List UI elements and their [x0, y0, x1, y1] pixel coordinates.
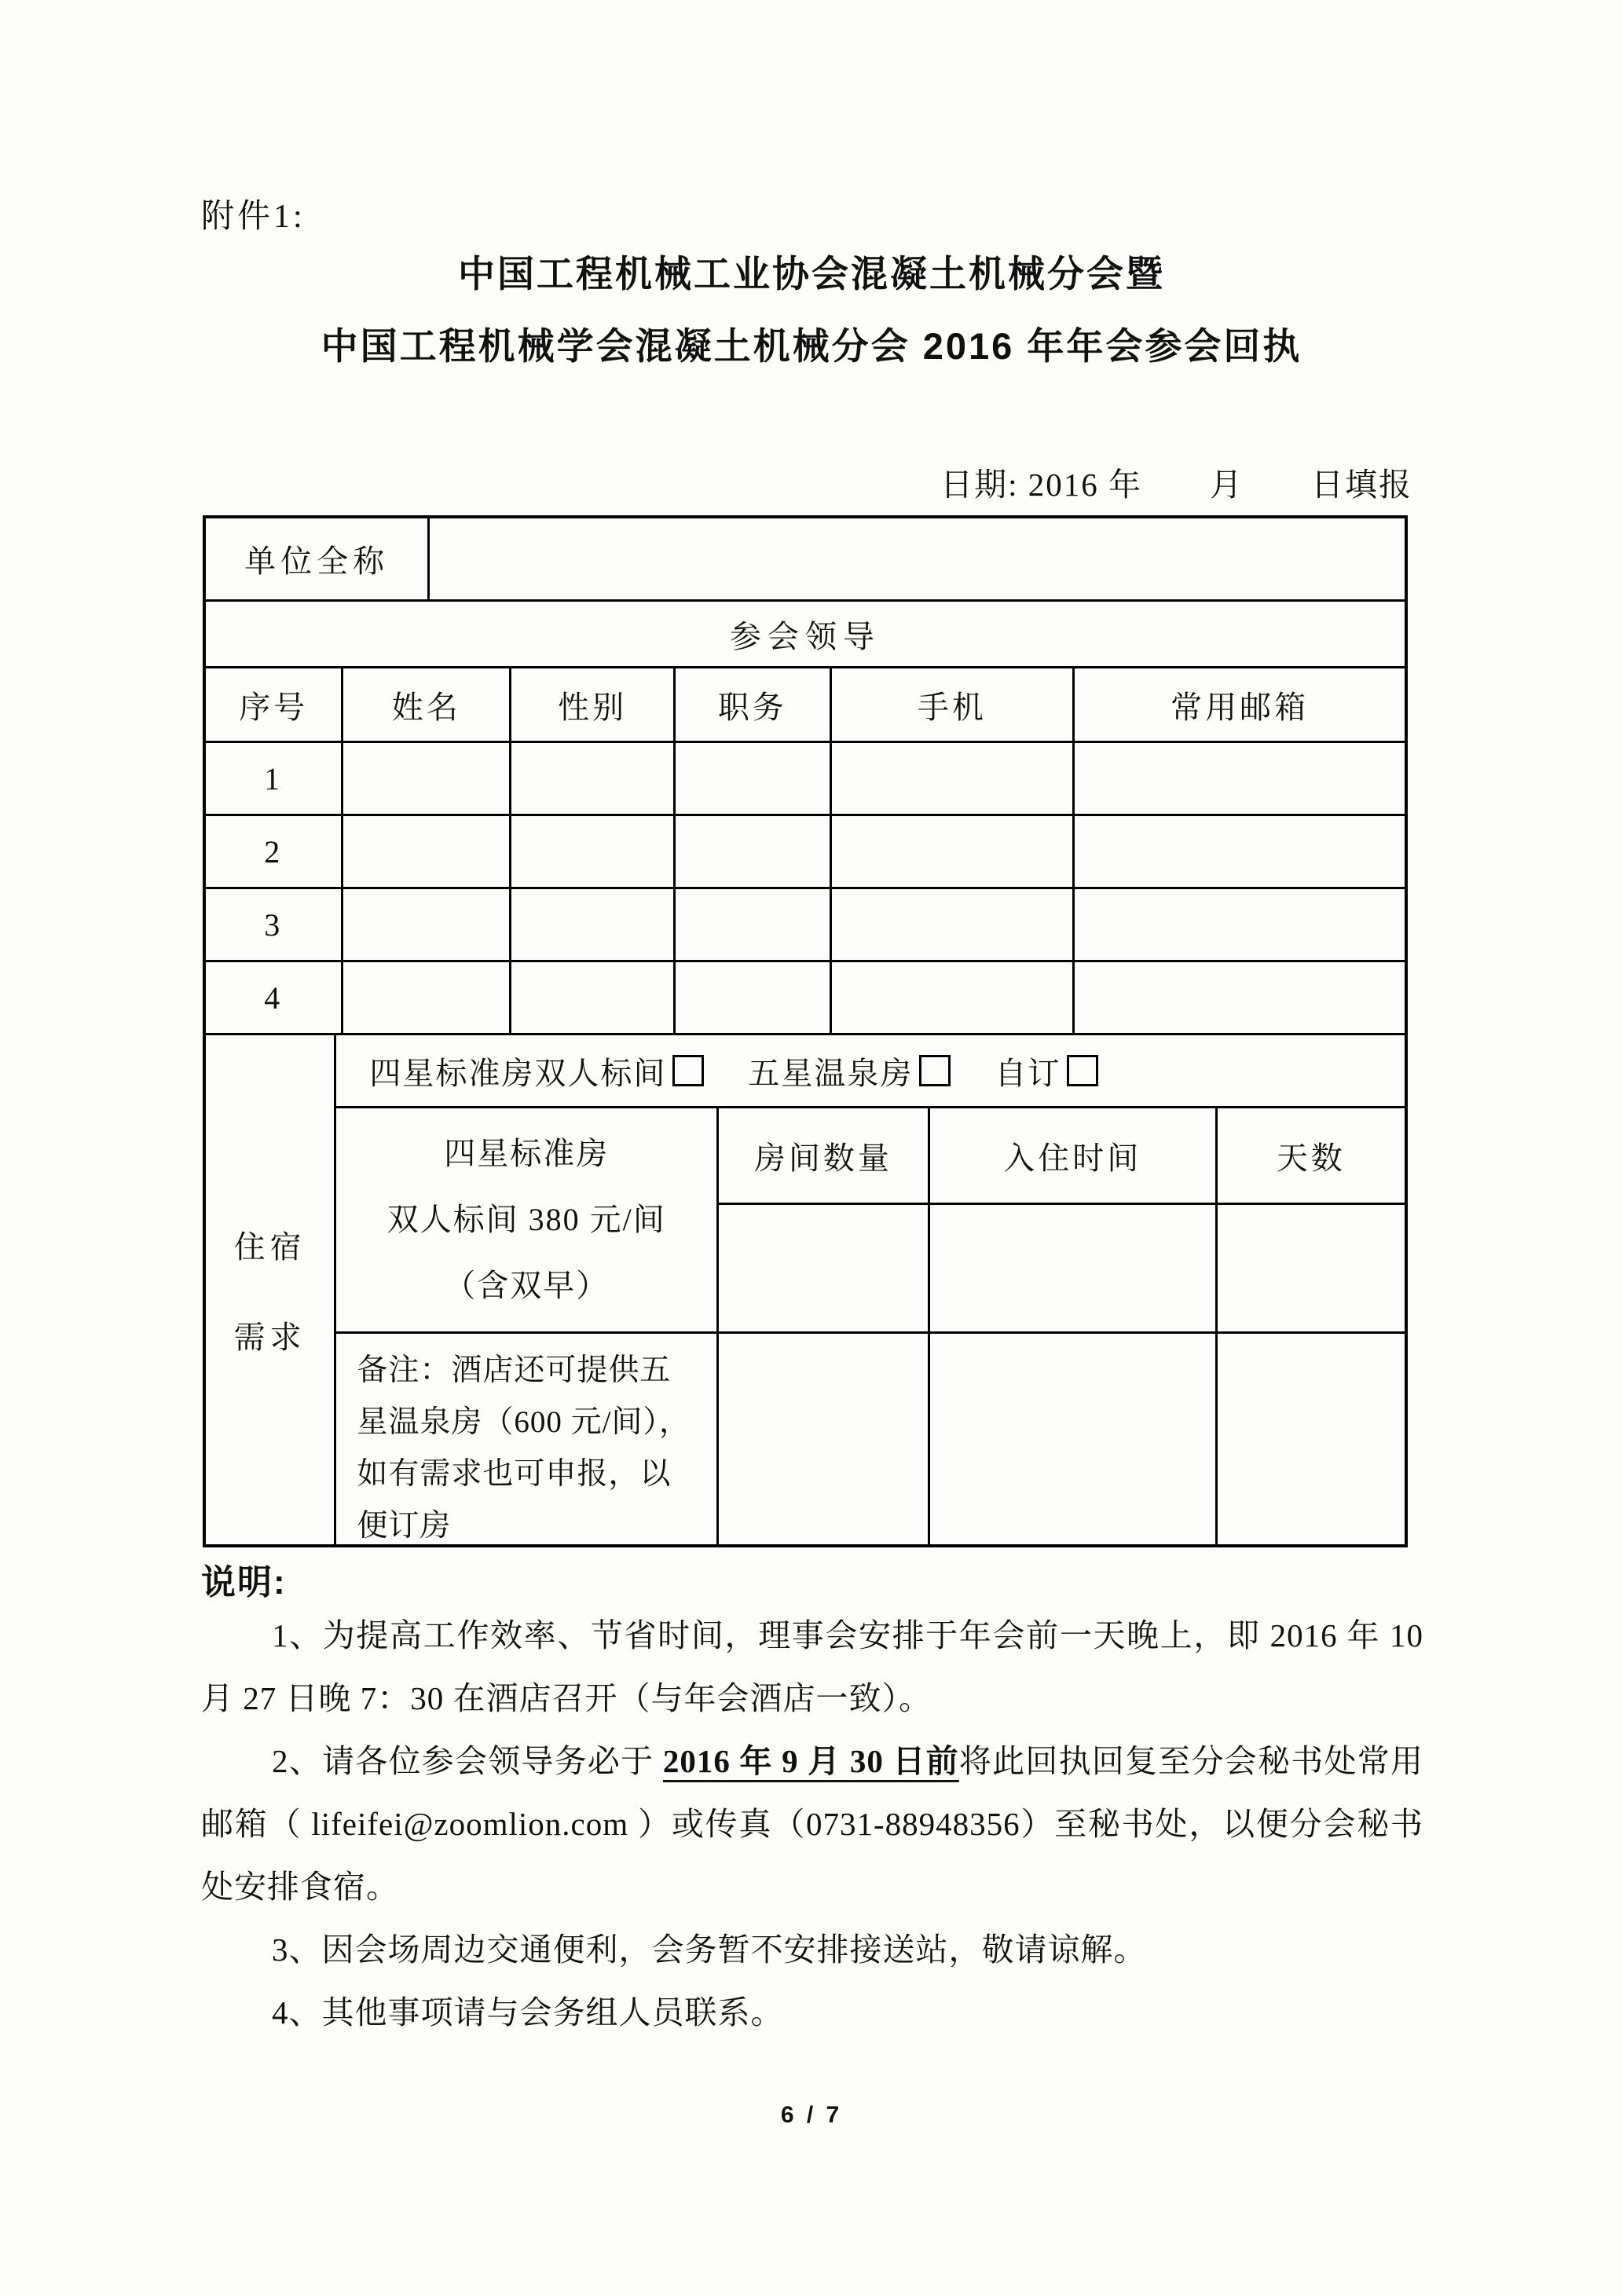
- page-number: 6 / 7: [780, 2102, 843, 2128]
- room-count-input-cell-2[interactable]: [719, 1334, 930, 1544]
- name-input-cell[interactable]: [343, 815, 511, 888]
- title-input-cell[interactable]: [675, 815, 830, 888]
- col-header-email: 常用邮箱: [1074, 668, 1405, 742]
- note-item-2-prefix: 2、请各位参会领导务必于: [272, 1743, 663, 1779]
- table-row: [206, 815, 1405, 888]
- leaders-section-title: 参会领导: [206, 602, 1405, 668]
- col-header-name: 姓名: [343, 668, 511, 742]
- mobile-input-cell[interactable]: [830, 742, 1074, 815]
- accommodation-label-line1: 住宿: [233, 1229, 306, 1265]
- notes-body: [201, 1604, 1423, 2044]
- col-header-no: 序号: [206, 668, 343, 742]
- table-row: [206, 888, 1405, 961]
- package-line3: （含双早）: [444, 1268, 610, 1303]
- name-input-cell[interactable]: [343, 888, 511, 961]
- col-header-title: 职务: [675, 668, 830, 742]
- row-number: 3: [206, 888, 343, 961]
- room-options-row: [336, 1035, 1405, 1108]
- leaders-table: [206, 668, 1405, 1035]
- room-option-four-star: [369, 1049, 704, 1093]
- attachment-label: 附件1:: [201, 199, 306, 235]
- notes-heading: 说明:: [201, 1563, 287, 1602]
- unit-name-input-cell[interactable]: [430, 518, 1405, 599]
- title-input-cell[interactable]: [675, 888, 830, 961]
- email-input-cell[interactable]: [1074, 961, 1405, 1034]
- package-line1: 四星标准房: [444, 1136, 610, 1171]
- table-row: [206, 961, 1405, 1034]
- row-number: 2: [206, 815, 343, 888]
- name-input-cell[interactable]: [343, 961, 511, 1034]
- room-option-five-star: [748, 1049, 951, 1093]
- note-item-4: 4、其他事项请与会务组人员联系。: [272, 1994, 784, 2031]
- checkbox-icon[interactable]: [1067, 1055, 1098, 1086]
- package-line2: 双人标间 380 元/间: [387, 1202, 666, 1237]
- checkin-time-input-cell-2[interactable]: [930, 1334, 1218, 1544]
- email-input-cell[interactable]: [1074, 888, 1405, 961]
- name-input-cell[interactable]: [343, 742, 511, 815]
- accommodation-label: [206, 1035, 336, 1544]
- room-option-self-book: [995, 1049, 1098, 1093]
- checkin-time-input-cell[interactable]: [930, 1205, 1218, 1334]
- note-item-2-suffix: 将此回执回复至分会秘书处常用邮箱（ lifeifei@zoomlion.com ）或传真（0731-88948356）至秘书处，以便分会秘书处安排食宿。: [201, 1743, 1423, 1905]
- note-item-3: 3、因会场周边交通便利，会务暂不安排接送站，敬请谅解。: [272, 1932, 1147, 1968]
- registration-form-table: [203, 515, 1408, 1547]
- col-header-mobile: 手机: [830, 668, 1074, 742]
- room-count-input-cell[interactable]: [719, 1205, 930, 1334]
- note-item-1: 1、为提高工作效率、节省时间，理事会安排于年会前一天晚上，即 2016 年 10 月 27 日晚 7：30 在酒店召开（与年会酒店一致）。: [201, 1617, 1423, 1716]
- col-header-gender: 性别: [511, 668, 675, 742]
- gender-input-cell[interactable]: [511, 742, 675, 815]
- document-title-line2: 中国工程机械学会混凝土机械分会 2016 年年会参会回执: [321, 325, 1302, 367]
- sub-header-checkin-time: 入住时间: [930, 1108, 1218, 1205]
- accommodation-label-line2: 需求: [233, 1320, 306, 1355]
- unit-name-row: [206, 518, 1405, 602]
- gender-input-cell[interactable]: [511, 888, 675, 961]
- checkbox-icon[interactable]: [672, 1055, 704, 1086]
- days-input-cell-2[interactable]: [1218, 1334, 1405, 1544]
- gender-input-cell[interactable]: [511, 961, 675, 1034]
- table-row: [206, 742, 1405, 815]
- accommodation-section: [206, 1035, 1405, 1544]
- mobile-input-cell[interactable]: [830, 815, 1074, 888]
- title-input-cell[interactable]: [675, 961, 830, 1034]
- document-title-line1: 中国工程机械工业协会混凝土机械分会暨: [458, 253, 1165, 295]
- unit-name-label: 单位全称: [206, 518, 430, 599]
- accommodation-note: 备注：酒店还可提供五星温泉房（600 元/间），如有需求也可申报，以便订房: [336, 1334, 719, 1544]
- sub-header-room-count: 房间数量: [719, 1108, 930, 1205]
- title-input-cell[interactable]: [675, 742, 830, 815]
- sub-header-days: 天数: [1218, 1108, 1405, 1205]
- deadline-text: 2016 年 9 月 30 日前: [662, 1743, 959, 1779]
- row-number: 1: [206, 742, 343, 815]
- room-option-label: 五星温泉房: [748, 1055, 914, 1091]
- gender-input-cell[interactable]: [511, 815, 675, 888]
- email-input-cell[interactable]: [1074, 742, 1405, 815]
- room-option-label: 四星标准房双人标间: [369, 1055, 667, 1091]
- checkbox-icon[interactable]: [919, 1055, 951, 1086]
- leaders-header-row: [206, 668, 1405, 742]
- mobile-input-cell[interactable]: [830, 888, 1074, 961]
- room-option-label: 自订: [995, 1055, 1061, 1091]
- note-item-2: [201, 1730, 1423, 1918]
- days-input-cell[interactable]: [1218, 1205, 1405, 1334]
- mobile-input-cell[interactable]: [830, 961, 1074, 1034]
- fill-date-line: 日期: 2016 年 月 日填报: [940, 467, 1412, 503]
- room-package-description: [336, 1108, 719, 1334]
- row-number: 4: [206, 961, 343, 1034]
- email-input-cell[interactable]: [1074, 815, 1405, 888]
